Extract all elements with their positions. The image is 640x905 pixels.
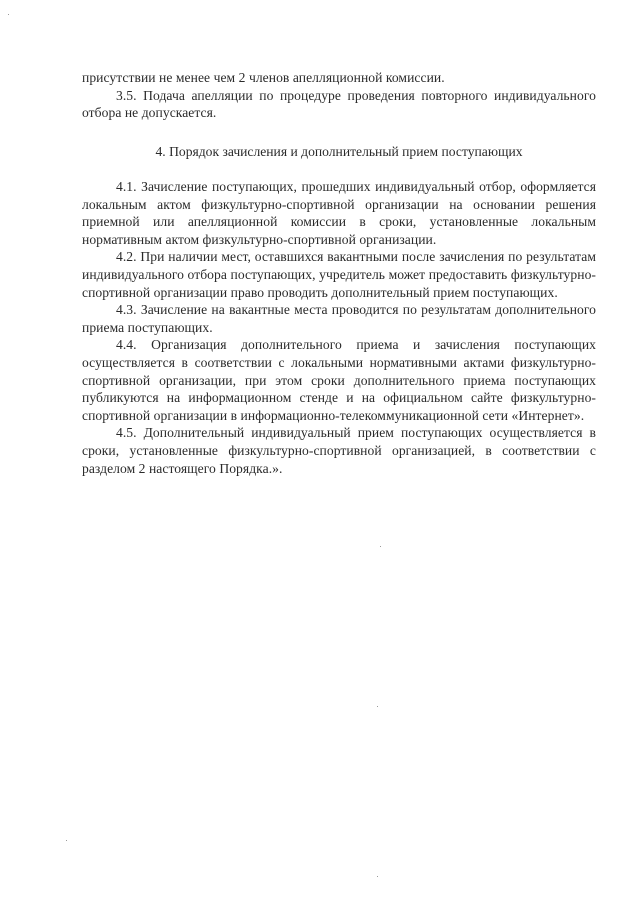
paragraph-4-2: 4.2. При наличии мест, оставшихся вакантными после зачисления по результатам индивидуального отбора поступающих, учредитель может предоставить физкультурно-спортивной организации право проводить дополнительный прием поступающих.	[82, 249, 596, 300]
scan-speck	[377, 706, 378, 707]
section-4-body	[82, 178, 596, 477]
paragraph-4-5: 4.5. Дополнительный индивидуальный прием поступающих осуществляется в сроки, установленные физкультурно-спортивной организацией, в соответствии с разделом 2 настоящего Порядка.».	[82, 425, 596, 476]
scan-speck	[380, 546, 381, 547]
paragraph-3-5: 3.5. Подача апелляции по процедуре проведения повторного индивидуального отбора не допускается.	[82, 87, 596, 121]
paragraph-4-1: 4.1. Зачисление поступающих, прошедших индивидуальный отбор, оформляется локальным актом физкультурно-спортивной организации на основании решения приемной или апелляционной комиссии в сроки, установленные локальным нормативным актом физкультурно-спортивной организации.	[82, 179, 596, 247]
paragraph-continuation: присутствии не менее чем 2 членов апелляционной комиссии.	[82, 70, 445, 85]
section-4-heading: 4. Порядок зачисления и дополнительный прием поступающих	[155, 144, 523, 159]
scan-speck	[8, 14, 9, 15]
scan-speck	[377, 876, 378, 877]
paragraph-4-4: 4.4. Организация дополнительного приема и зачисления поступающих осуществляется в соответствии с локальными нормативными актами физкультурно-спортивной организации, при этом сроки дополнительного приема поступающих публикуются на информационном стенде и на официальном сайте физкультурно-спортивной организации в информационно-телекоммуникационной сети «Интернет».	[82, 337, 596, 423]
scan-speck	[66, 840, 67, 841]
top-text-block	[82, 69, 596, 122]
paragraph-4-3: 4.3. Зачисление на вакантные места проводится по результатам дополнительного приема поступающих.	[82, 302, 596, 335]
